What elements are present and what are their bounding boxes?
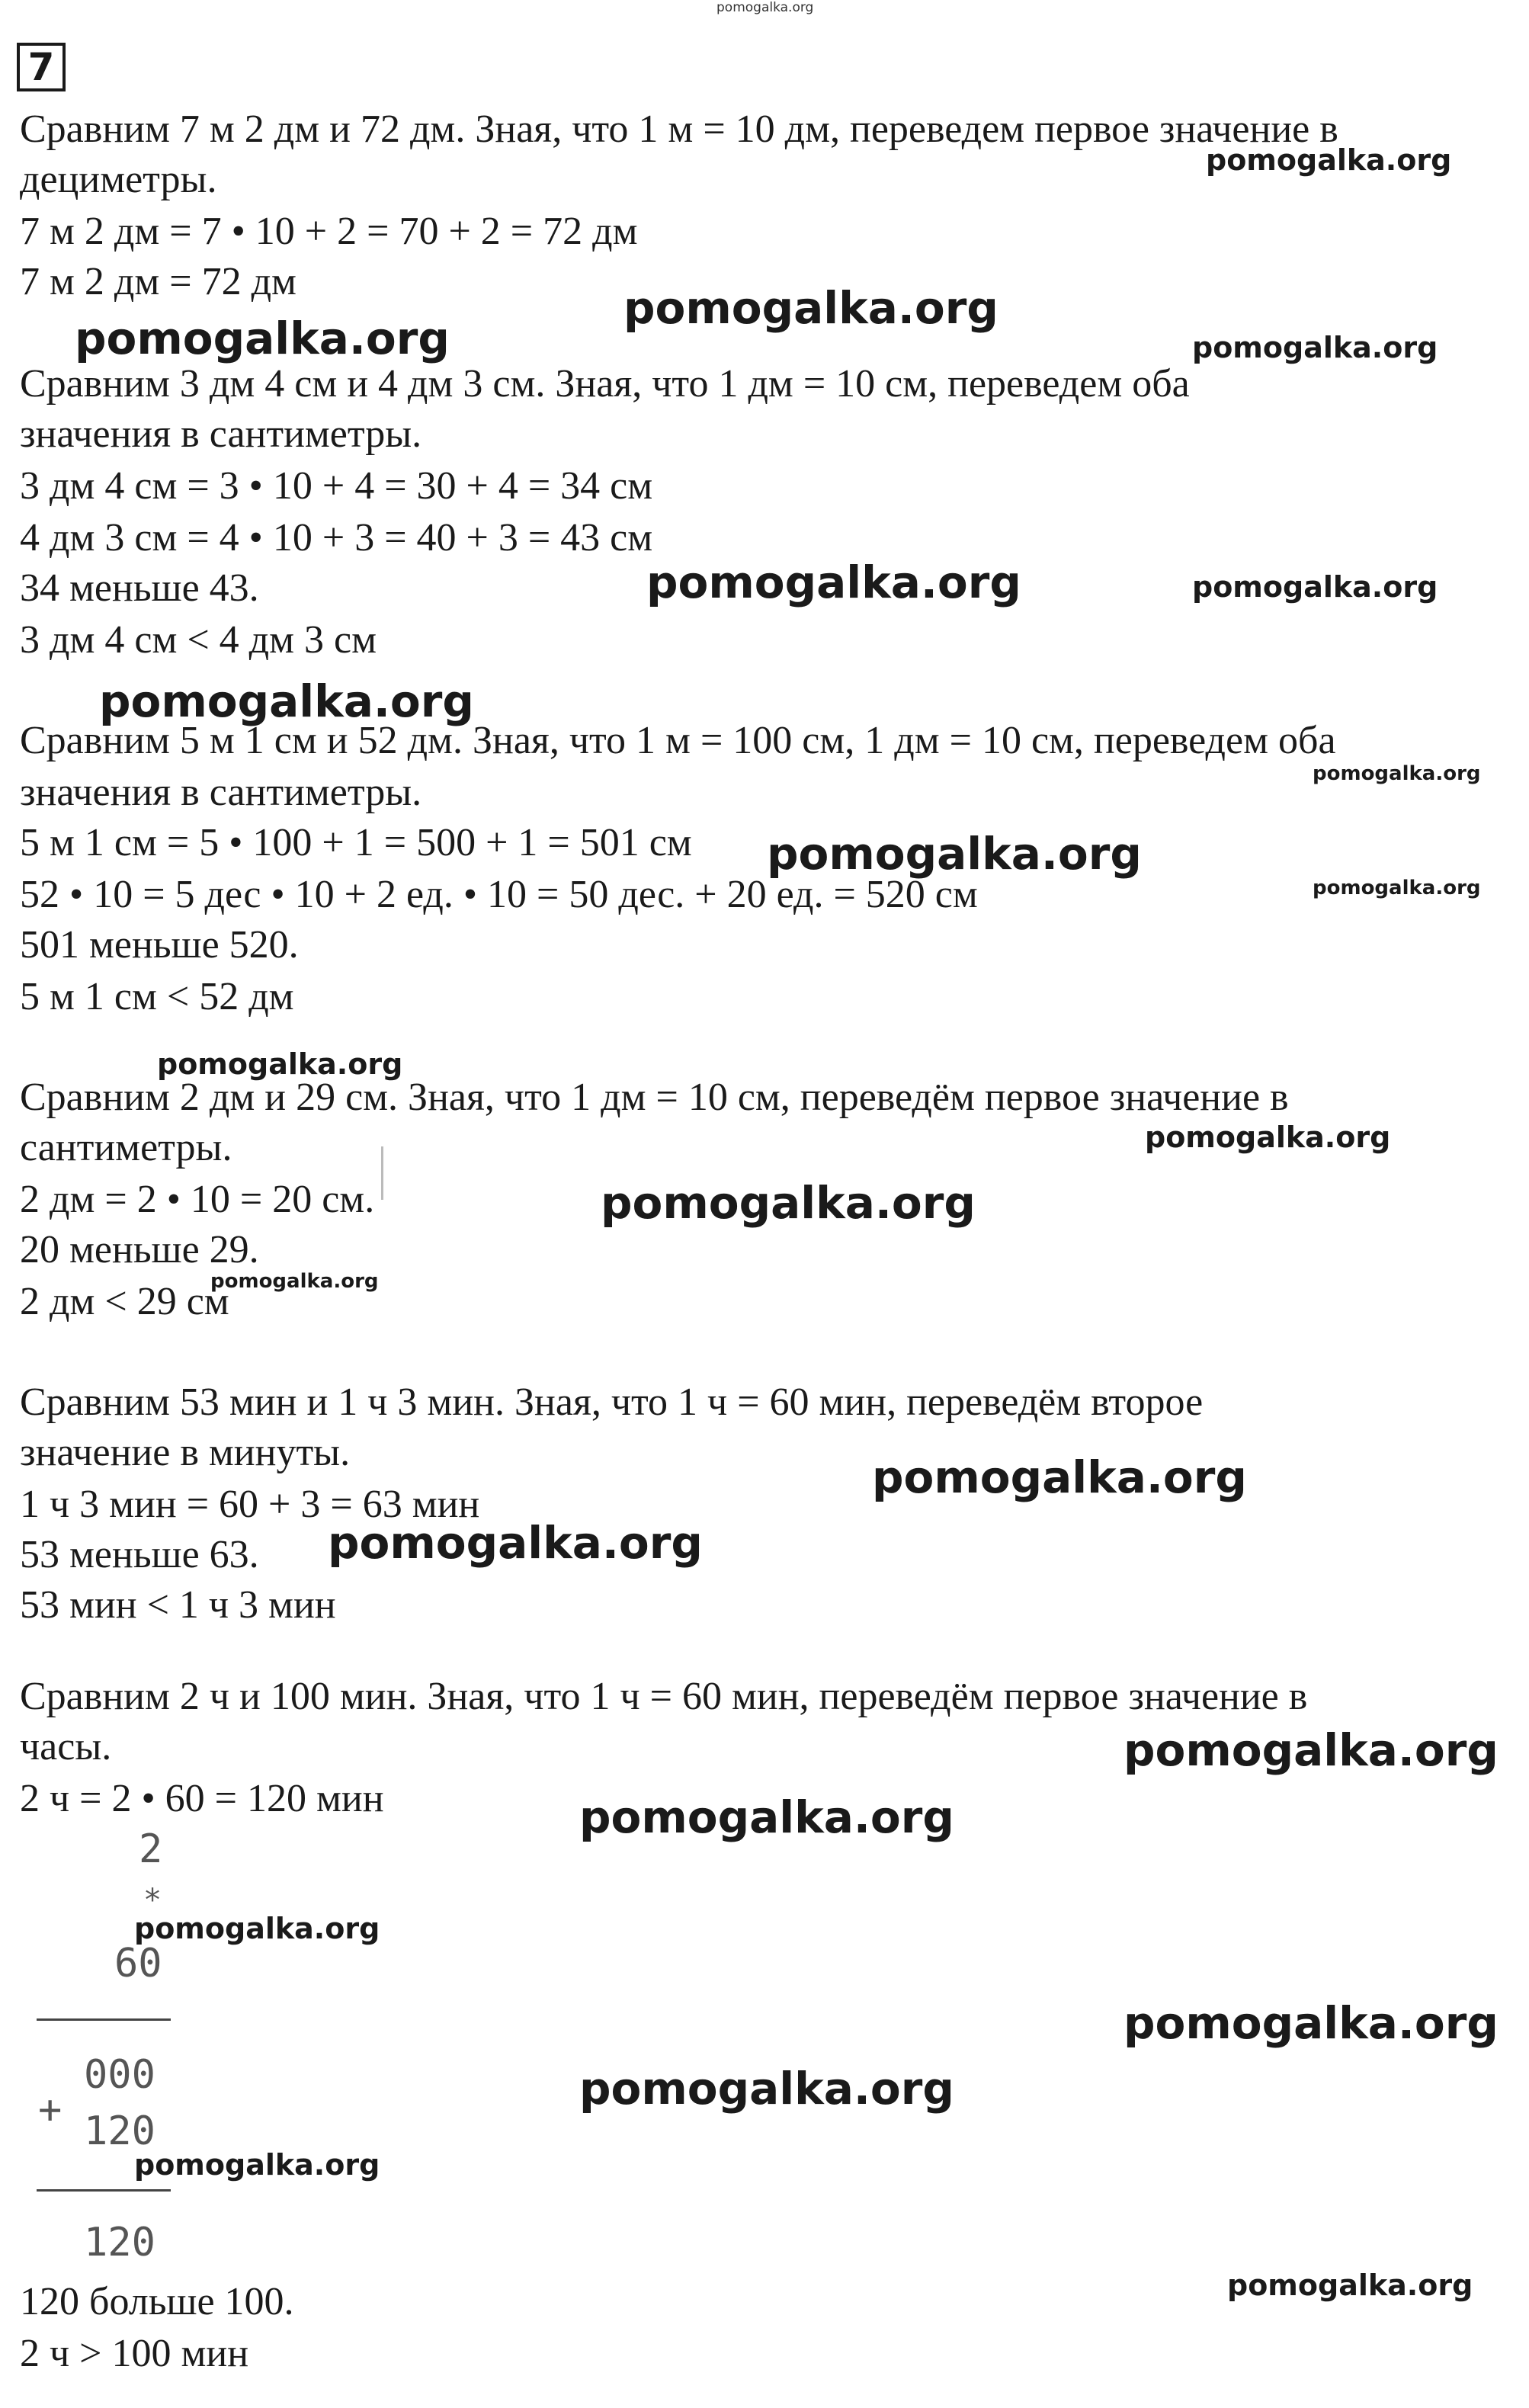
watermark: pomogalka.org bbox=[157, 1047, 403, 1081]
calc-multiplicand: 60 bbox=[114, 1941, 162, 1986]
text-line: 2 ч > 100 мин bbox=[20, 2332, 249, 2375]
text-line: 4 дм 3 см = 4 • 10 + 3 = 40 + 3 = 43 см bbox=[20, 516, 653, 560]
text-line: 2 дм = 2 • 10 = 20 см. bbox=[20, 1178, 375, 1221]
watermark: pomogalka.org bbox=[1145, 1121, 1391, 1154]
watermark: pomogalka.org bbox=[134, 1912, 380, 1945]
watermark: pomogalka.org bbox=[1192, 570, 1438, 604]
watermark: pomogalka.org bbox=[623, 282, 998, 334]
text-line: 501 меньше 520. bbox=[20, 923, 299, 967]
text-line: дециметры. bbox=[20, 158, 217, 201]
text-line: 3 дм 4 см < 4 дм 3 см bbox=[20, 618, 377, 662]
calc-result: 120 bbox=[84, 2220, 155, 2265]
calc-plus-sign: + bbox=[38, 2087, 63, 2133]
watermark-top: pomogalka.org bbox=[716, 0, 814, 15]
text-line: Сравним 5 м 1 см и 52 дм. Зная, что 1 м = 100 см, 1 дм = 10 см, переведем оба bbox=[20, 719, 1336, 762]
text-line: 7 м 2 дм = 72 дм bbox=[20, 260, 297, 303]
text-line: 120 больше 100. bbox=[20, 2280, 294, 2323]
text-line: Сравним 53 мин и 1 ч 3 мин. Зная, что 1 ч = 60 мин, переведём второе bbox=[20, 1380, 1204, 1424]
text-line: 1 ч 3 мин = 60 + 3 = 63 мин bbox=[20, 1483, 480, 1526]
watermark: pomogalka.org bbox=[646, 556, 1021, 608]
watermark: pomogalka.org bbox=[1313, 877, 1481, 899]
calc-times-sign: * bbox=[143, 1883, 162, 1918]
text-line: Сравним 3 дм 4 см и 4 дм 3 см. Зная, что 1 дм = 10 см, переведем оба bbox=[20, 362, 1190, 406]
text-line: 5 м 1 см < 52 дм bbox=[20, 975, 294, 1018]
text-line: 3 дм 4 см = 3 • 10 + 4 = 30 + 4 = 34 см bbox=[20, 464, 653, 508]
calc-divider-line bbox=[37, 2189, 171, 2192]
watermark: pomogalka.org bbox=[210, 1270, 379, 1293]
watermark: pomogalka.org bbox=[872, 1451, 1247, 1503]
watermark: pomogalka.org bbox=[1206, 143, 1452, 177]
text-line: 7 м 2 дм = 7 • 10 + 2 = 70 + 2 = 72 дм bbox=[20, 210, 638, 253]
text-line: 53 мин < 1 ч 3 мин bbox=[20, 1583, 336, 1627]
watermark: pomogalka.org bbox=[1227, 2269, 1473, 2302]
calc-multiplier: 2 bbox=[139, 1826, 163, 1872]
calc-divider-line bbox=[37, 2018, 171, 2021]
calc-partial-1: 000 bbox=[84, 2052, 155, 2098]
text-line: 53 меньше 63. bbox=[20, 1533, 259, 1576]
text-line: Сравним 2 дм и 29 см. Зная, что 1 дм = 10 см, переведём первое значение в bbox=[20, 1076, 1289, 1119]
text-line: 2 ч = 2 • 60 = 120 мин bbox=[20, 1777, 384, 1820]
watermark: pomogalka.org bbox=[579, 1791, 954, 1843]
watermark: pomogalka.org bbox=[328, 1517, 703, 1569]
text-line: 5 м 1 см = 5 • 100 + 1 = 500 + 1 = 501 см bbox=[20, 821, 692, 864]
watermark: pomogalka.org bbox=[1124, 1997, 1499, 2049]
text-line: часы. bbox=[20, 1725, 112, 1768]
watermark: pomogalka.org bbox=[1192, 331, 1438, 364]
watermark: pomogalka.org bbox=[767, 828, 1142, 880]
text-line: Сравним 7 м 2 дм и 72 дм. Зная, что 1 м = 10 дм, переведем первое значение в bbox=[20, 107, 1338, 151]
text-line: 20 меньше 29. bbox=[20, 1228, 259, 1271]
calc-partial-2: 120 bbox=[84, 2108, 155, 2154]
watermark: pomogalka.org bbox=[1124, 1724, 1499, 1776]
text-line: 34 меньше 43. bbox=[20, 566, 259, 610]
text-line: значения в сантиметры. bbox=[20, 412, 422, 456]
watermark: pomogalka.org bbox=[134, 2148, 380, 2182]
text-line: 2 дм < 29 см bbox=[20, 1280, 229, 1323]
text-line: сантиметры. bbox=[20, 1126, 232, 1169]
watermark: pomogalka.org bbox=[75, 313, 450, 364]
text-line: значение в минуты. bbox=[20, 1431, 351, 1474]
watermark: pomogalka.org bbox=[579, 2063, 954, 2115]
text-line: значения в сантиметры. bbox=[20, 771, 422, 814]
task-number-box: 7 bbox=[17, 43, 66, 91]
text-line: Сравним 2 ч и 100 мин. Зная, что 1 ч = 60 мин, переведём первое значение в bbox=[20, 1675, 1308, 1718]
text-line: 52 • 10 = 5 дес • 10 + 2 ед. • 10 = 50 дес. + 20 ед. = 520 см bbox=[20, 873, 978, 916]
watermark: pomogalka.org bbox=[601, 1177, 976, 1229]
watermark: pomogalka.org bbox=[99, 675, 474, 727]
text-cursor bbox=[381, 1146, 383, 1200]
watermark: pomogalka.org bbox=[1313, 762, 1481, 785]
